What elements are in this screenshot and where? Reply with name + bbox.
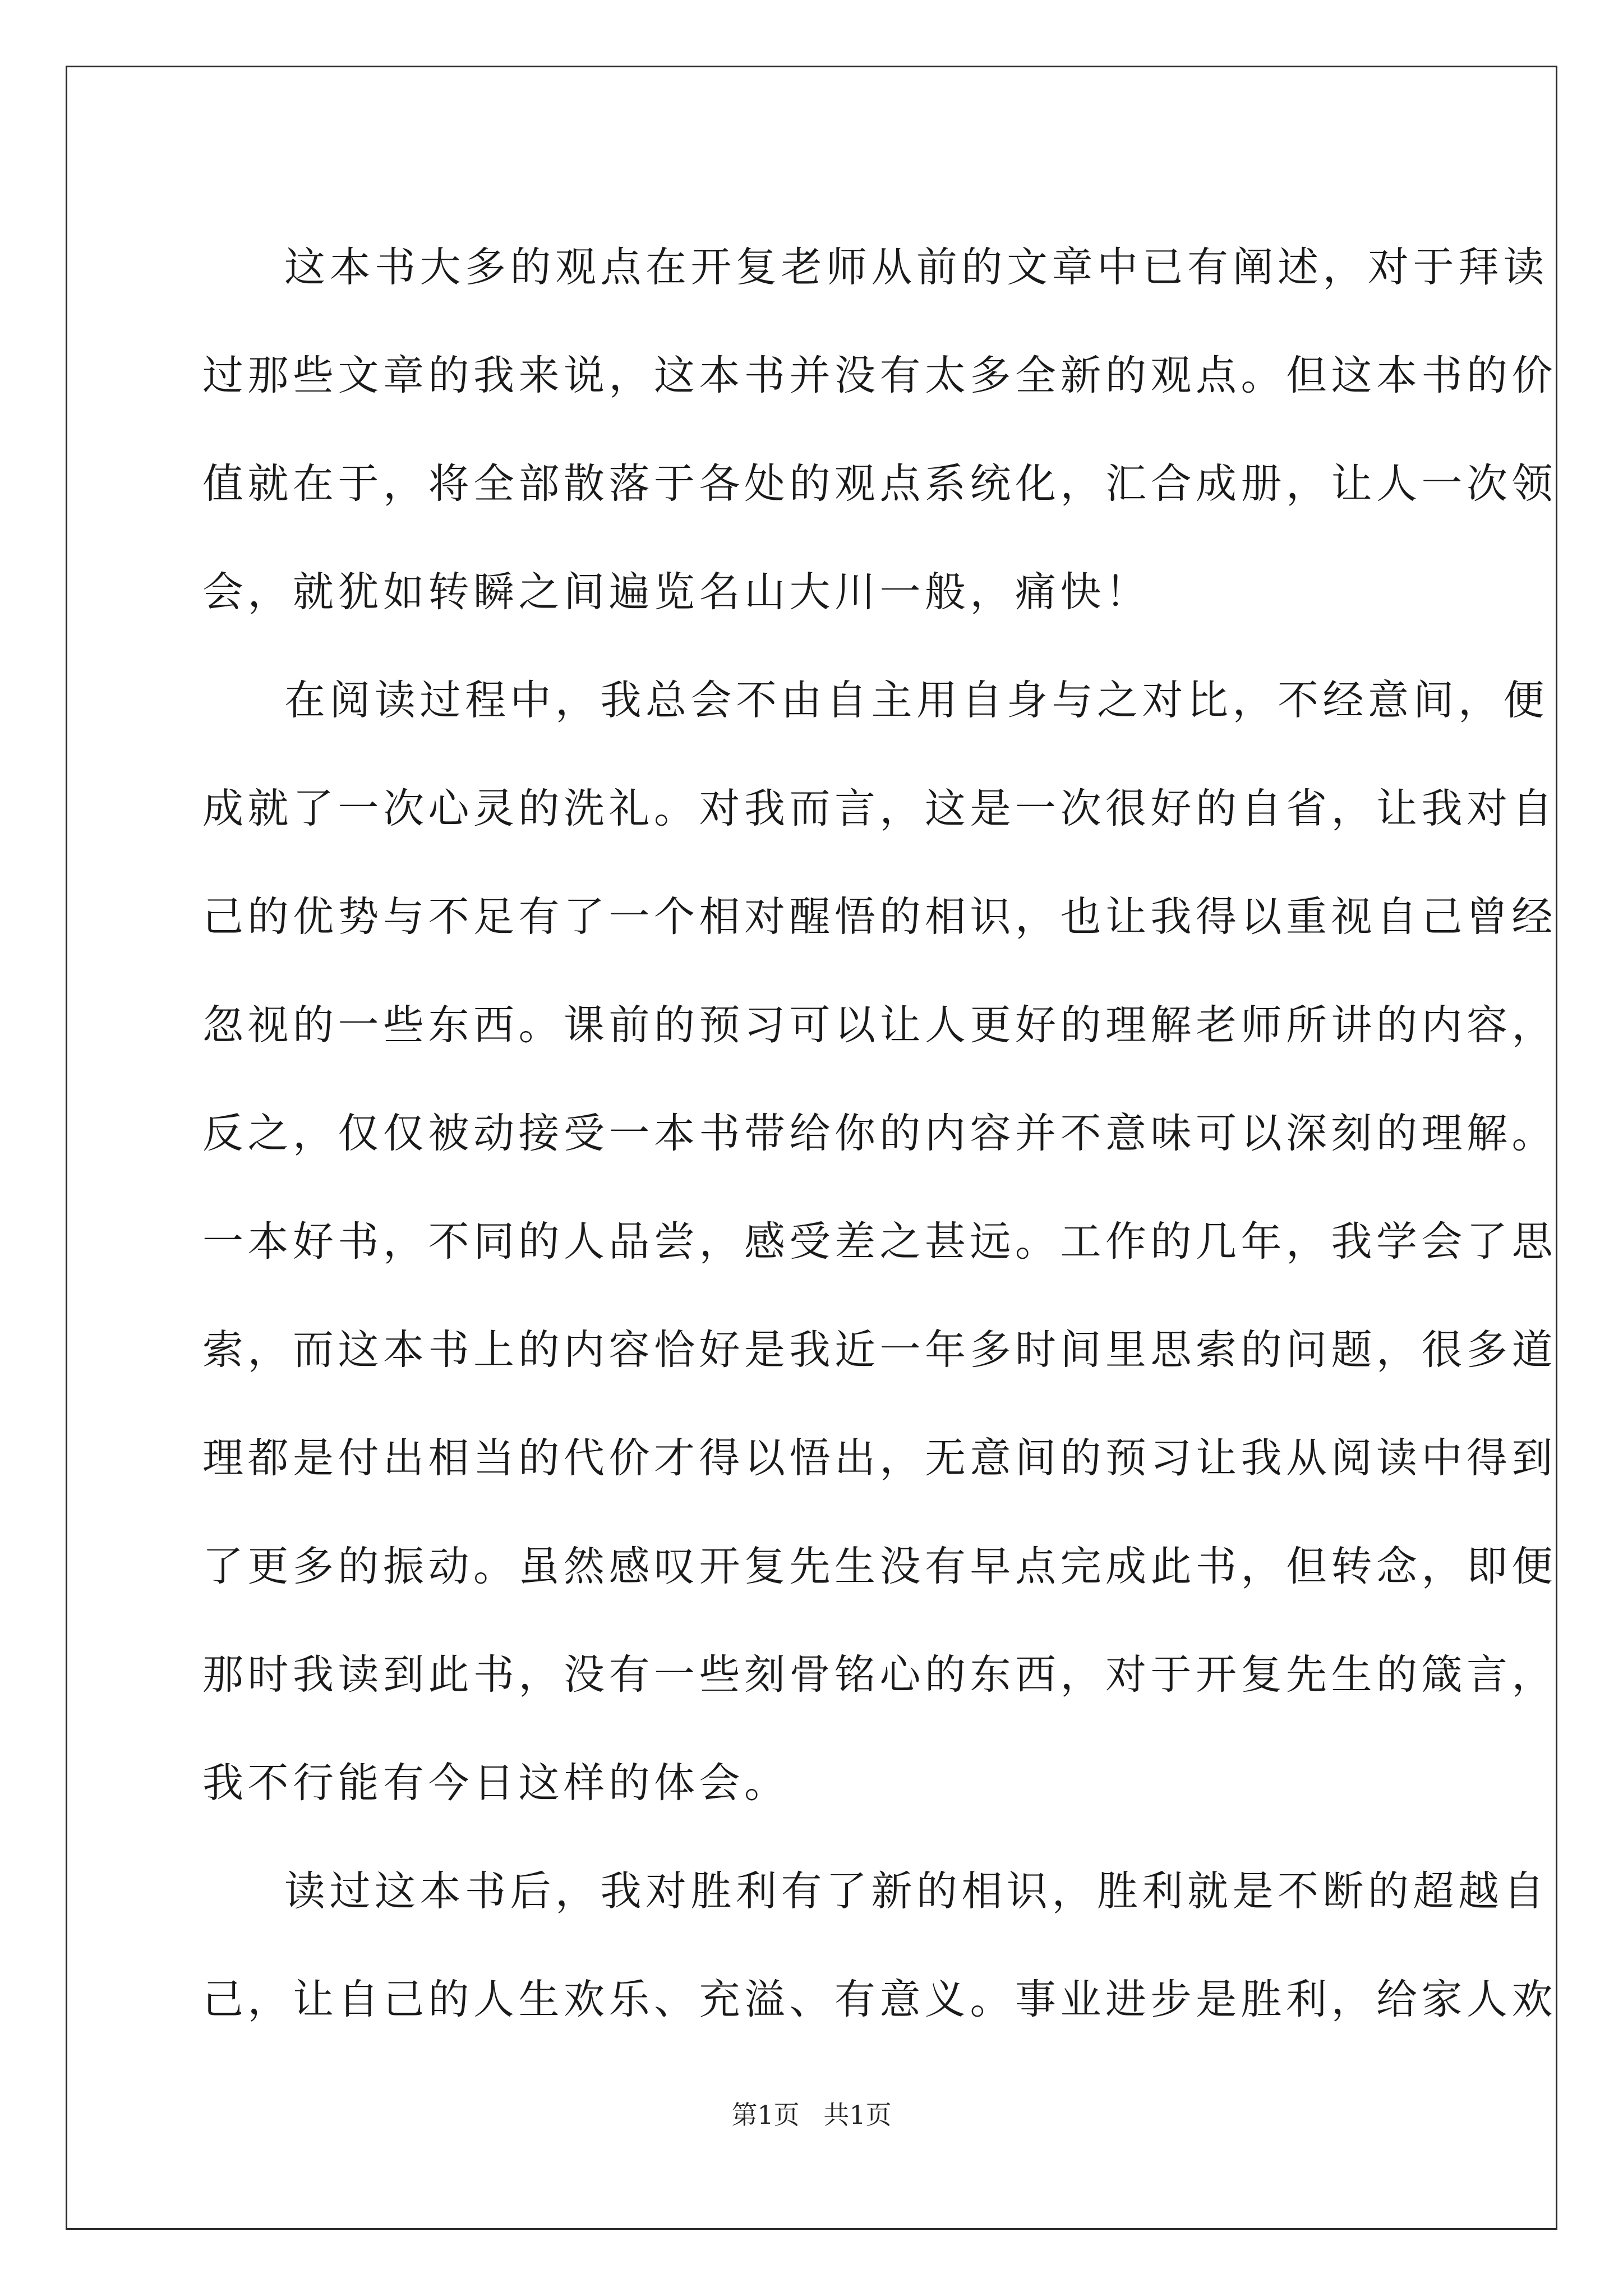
text-line: 成就了一次心灵的洗礼。对我而言，这是一次很好的自省，让我对自	[202, 785, 1557, 832]
text-line: 索，而这本书上的内容恰好是我近一年多时间里思索的问题，很多道	[202, 1326, 1557, 1374]
page-number-total: 共1页	[823, 2100, 892, 2130]
text-line: 这本书大多的观点在开复老师从前的文章中已有阐述，对于拜读	[284, 243, 1548, 291]
text-line: 会，就犹如转瞬之间遍览名山大川一般，痛快！	[202, 568, 1151, 616]
page-number-current: 第1页	[731, 2100, 800, 2130]
text-line: 忽视的一些东西。课前的预习可以让人更好的理解老师所讲的内容，	[202, 1001, 1557, 1049]
text-line: 过那些文章的我来说，这本书并没有太多全新的观点。但这本书的价	[202, 352, 1557, 399]
text-line: 一本好书，不同的人品尝，感受差之甚远。工作的几年，我学会了思	[202, 1218, 1557, 1266]
text-line: 那时我读到此书，没有一些刻骨铭心的东西，对于开复先生的箴言，	[202, 1651, 1557, 1699]
text-line: 理都是付出相当的代价才得以悟出，无意间的预习让我从阅读中得到	[202, 1434, 1557, 1482]
document-body	[202, 213, 1557, 2054]
text-line: 我不行能有今日这样的体会。	[202, 1759, 790, 1807]
text-line: 了更多的振动。虽然感叹开复先生没有早点完成此书，但转念，即便	[202, 1543, 1557, 1590]
text-line: 己的优势与不足有了一个相对醒悟的相识，也让我得以重视自己曾经	[202, 893, 1557, 941]
text-line: 反之，仅仅被动接受一本书带给你的内容并不意味可以深刻的理解。	[202, 1110, 1557, 1157]
page-footer	[0, 2098, 1623, 2132]
text-line: 读过这本书后，我对胜利有了新的相识，胜利就是不断的超越自	[284, 1867, 1548, 1915]
text-line: 己，让自己的人生欢乐、充溢、有意义。事业进步是胜利，给家人欢	[202, 1976, 1557, 2023]
text-line: 在阅读过程中，我总会不由自主用自身与之对比，不经意间，便	[284, 677, 1548, 724]
text-line: 值就在于，将全部散落于各处的观点系统化，汇合成册，让人一次领	[202, 460, 1557, 508]
